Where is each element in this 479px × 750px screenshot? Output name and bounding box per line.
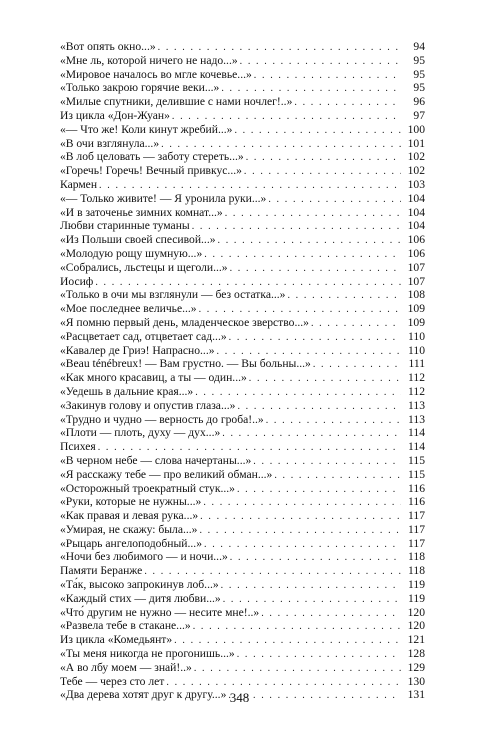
dot-leader xyxy=(313,358,401,372)
toc-entry-title: «Я расскажу тебе — про великий обман...» xyxy=(60,467,273,481)
toc-entry xyxy=(60,454,425,468)
toc-entry-page: 95 xyxy=(413,67,425,81)
toc-entry-page: 116 xyxy=(408,481,425,495)
toc-entry-title: «В черном небе — слова начертаны...» xyxy=(60,453,252,467)
toc-entry xyxy=(60,219,425,233)
toc-entry-title: Иосиф xyxy=(60,274,94,288)
dot-leader xyxy=(204,538,401,552)
toc-entry-page: 117 xyxy=(408,509,425,523)
dot-leader xyxy=(158,41,401,55)
toc-entry-title: «Мировое началось во мгле кочевье...» xyxy=(60,67,252,81)
toc-entry-page: 97 xyxy=(413,108,425,122)
toc-entry-page: 117 xyxy=(408,536,425,550)
toc-entry-title: «Расцветает сад, отцветает сад...» xyxy=(60,329,227,343)
toc-entry-title: «А во лбу моем — знай!..» xyxy=(60,660,192,674)
dot-leader xyxy=(172,110,401,124)
dot-leader xyxy=(199,524,401,538)
toc-entry-title: «Ночи без любимого — и ночи...» xyxy=(60,550,228,564)
toc-entry-page: 103 xyxy=(407,177,425,191)
toc-entry-page: 102 xyxy=(407,164,425,178)
toc-entry-title: Памяти Беранже xyxy=(60,564,143,578)
toc-entry xyxy=(60,509,425,523)
toc-entry xyxy=(60,150,425,164)
toc-entry xyxy=(60,178,425,192)
toc-entry xyxy=(60,247,425,261)
toc-entry-page: 130 xyxy=(407,674,425,688)
toc-entry-page: 109 xyxy=(407,302,425,316)
dot-leader xyxy=(274,469,401,483)
toc-entry xyxy=(60,550,425,564)
toc-entry-title: «Что́ другим не нужно — несите мне!..» xyxy=(60,605,260,619)
toc-entry-page: 121 xyxy=(407,633,425,647)
toc-entry-page: 106 xyxy=(407,246,425,260)
toc-entry xyxy=(60,482,425,496)
toc-entry-page: 113 xyxy=(408,398,425,412)
dot-leader xyxy=(99,179,401,193)
toc-entry-page: 110 xyxy=(408,329,425,343)
toc-entry-page: 109 xyxy=(407,315,425,329)
toc-entry-page: 107 xyxy=(407,260,425,274)
toc-entry-title: «Горечь! Горечь! Вечный привкус...» xyxy=(60,164,242,178)
toc-entry-page: 118 xyxy=(408,550,425,564)
toc-entry xyxy=(60,192,425,206)
dot-leader xyxy=(261,607,401,621)
dot-leader xyxy=(246,151,401,165)
dot-leader xyxy=(98,441,401,455)
toc-entry xyxy=(60,206,425,220)
toc-entry-title: «Beau ténébreux! — Вам грустно. — Вы больны...» xyxy=(60,357,311,371)
toc-entry xyxy=(60,123,425,137)
toc-entry xyxy=(60,523,425,537)
toc-entry-title: «Только в очи мы взглянули — без остатка...» xyxy=(60,288,286,302)
toc-entry xyxy=(60,344,425,358)
toc-entry-page: 106 xyxy=(407,233,425,247)
dot-leader xyxy=(161,138,401,152)
toc-entry-page: 110 xyxy=(408,343,425,357)
toc-entry-title: «Умирая, не скажу: была...» xyxy=(60,522,198,536)
toc-entry-page: 118 xyxy=(408,564,425,578)
dot-leader xyxy=(222,427,401,441)
toc-entry-title: «Как правая и левая рука...» xyxy=(60,509,199,523)
toc-entry xyxy=(60,537,425,551)
toc-entry-page: 114 xyxy=(408,440,425,454)
toc-entry-title: «Только закрою горячие веки...» xyxy=(60,81,220,95)
toc-entry xyxy=(60,316,425,330)
toc-entry-title: «Кавалер де Гриэ! Напрасно...» xyxy=(60,343,215,357)
toc-entry xyxy=(60,592,425,606)
toc-entry xyxy=(60,647,425,661)
toc-entry xyxy=(60,426,425,440)
dot-leader xyxy=(199,303,401,317)
toc-entry-page: 128 xyxy=(407,647,425,661)
toc-entry xyxy=(60,95,425,109)
toc-entry xyxy=(60,54,425,68)
toc-entry-title: «Осторожный троекратный стук...» xyxy=(60,481,235,495)
toc-entry-page: 119 xyxy=(408,591,425,605)
toc-entry-page: 113 xyxy=(408,412,425,426)
dot-leader xyxy=(204,248,401,262)
toc-entry-page: 95 xyxy=(413,81,425,95)
toc-entry-title: «Из Польши своей спесивой...» xyxy=(60,233,216,247)
dot-leader xyxy=(240,55,401,69)
dot-leader xyxy=(200,510,401,524)
toc-entry-page: 104 xyxy=(407,191,425,205)
toc-entry-title: «Два дерева хотят друг к другу...» xyxy=(60,688,227,702)
toc-entry-title: Из цикла «Комедьянт» xyxy=(60,633,173,647)
dot-leader xyxy=(218,234,401,248)
dot-leader xyxy=(311,317,401,331)
toc-entry xyxy=(60,302,425,316)
dot-leader xyxy=(95,276,401,290)
dot-leader xyxy=(229,331,401,345)
toc-entry-title: «Развела тебе в стакане...» xyxy=(60,619,191,633)
toc-entry xyxy=(60,330,425,344)
toc-entry xyxy=(60,261,425,275)
toc-entry-page: 131 xyxy=(407,688,425,702)
toc-entry-title: «Каждый стих — дитя любви...» xyxy=(60,591,221,605)
dot-leader xyxy=(254,69,401,83)
toc-entry-title: Психея xyxy=(60,440,96,454)
toc-entry-title: «Руки, которые не нужны...» xyxy=(60,495,202,509)
dot-leader xyxy=(195,386,401,400)
dot-leader xyxy=(268,193,401,207)
dot-leader xyxy=(294,96,401,110)
dot-leader xyxy=(237,648,401,662)
toc-entry-page: 112 xyxy=(408,371,425,385)
toc-entry xyxy=(60,440,425,454)
toc-entry-title: Из цикла «Дон-Жуан» xyxy=(60,108,170,122)
dot-leader xyxy=(230,262,401,276)
toc-entry-page: 117 xyxy=(408,522,425,536)
dot-leader xyxy=(223,593,401,607)
toc-entry xyxy=(60,275,425,289)
toc-entry-page: 108 xyxy=(407,288,425,302)
dot-leader xyxy=(234,124,401,138)
toc-entry-page: 96 xyxy=(413,95,425,109)
toc-entry-title: «В очи взглянула...» xyxy=(60,136,160,150)
dot-leader xyxy=(230,551,401,565)
toc-entry-title: Тебе — через сто лет xyxy=(60,674,165,688)
toc-entry xyxy=(60,357,425,371)
toc-entry xyxy=(60,81,425,95)
dot-leader xyxy=(221,579,401,593)
dot-leader xyxy=(203,496,401,510)
toc-list xyxy=(60,40,425,702)
toc-entry-page: 100 xyxy=(407,122,425,136)
dot-leader xyxy=(144,565,401,579)
toc-entry-title: «— Что же! Коли кинут жребий...» xyxy=(60,122,233,136)
toc-entry-page: 111 xyxy=(408,357,425,371)
toc-entry-page: 129 xyxy=(407,660,425,674)
toc-entry-page: 104 xyxy=(407,219,425,233)
toc-entry-page: 115 xyxy=(408,467,425,481)
toc-entry xyxy=(60,468,425,482)
toc-entry-title: «Плоти — плоть, духу — дух...» xyxy=(60,426,221,440)
toc-entry-page: 95 xyxy=(413,53,425,67)
toc-entry xyxy=(60,578,425,592)
toc-entry xyxy=(60,606,425,620)
toc-entry-title: «— Только живите! — Я уронила руки...» xyxy=(60,191,267,205)
toc-entry xyxy=(60,233,425,247)
toc-entry-page: 101 xyxy=(407,136,425,150)
dot-leader xyxy=(244,165,401,179)
toc-entry xyxy=(60,40,425,54)
toc-entry xyxy=(60,399,425,413)
toc-entry-page: 119 xyxy=(408,578,425,592)
toc-entry-page: 94 xyxy=(413,40,425,53)
table-of-contents-page xyxy=(60,40,425,702)
toc-entry-page: 120 xyxy=(407,619,425,633)
dot-leader xyxy=(193,620,401,634)
toc-entry-title: «Милые спутники, делившие с нами ночлег!..» xyxy=(60,95,293,109)
toc-entry-page: 104 xyxy=(407,205,425,219)
toc-entry xyxy=(60,137,425,151)
dot-leader xyxy=(249,372,401,386)
toc-entry-title: «Как много красавиц, а ты — один...» xyxy=(60,371,247,385)
toc-entry xyxy=(60,68,425,82)
toc-entry xyxy=(60,675,425,689)
dot-leader xyxy=(253,455,401,469)
dot-leader xyxy=(287,289,401,303)
toc-entry-title: «Закинув голову и опустив глаза...» xyxy=(60,398,236,412)
toc-entry xyxy=(60,413,425,427)
toc-entry xyxy=(60,661,425,675)
toc-entry-page: 120 xyxy=(407,605,425,619)
toc-entry-title: «Я помню первый день, младенческое зверство...» xyxy=(60,315,309,329)
toc-entry xyxy=(60,385,425,399)
dot-leader xyxy=(166,676,401,690)
toc-entry xyxy=(60,495,425,509)
toc-entry xyxy=(60,164,425,178)
toc-entry-title: «Мое последнее величье...» xyxy=(60,302,197,316)
toc-entry-title: «Ты меня никогда не прогонишь...» xyxy=(60,647,235,661)
toc-entry xyxy=(60,371,425,385)
toc-entry-title: «В лоб целовать — заботу стереть...» xyxy=(60,150,244,164)
toc-entry-title: «Та́к, высоко запрокинув лоб...» xyxy=(60,578,219,592)
toc-entry-title: «Рыцарь ангелоподобный...» xyxy=(60,536,203,550)
toc-entry-title: «Уедешь в дальние края...» xyxy=(60,384,194,398)
page-number: 348 xyxy=(229,690,250,705)
dot-leader xyxy=(192,220,401,234)
toc-entry-title: «И в заточенье зимних комнат...» xyxy=(60,205,223,219)
toc-entry-page: 107 xyxy=(407,274,425,288)
dot-leader xyxy=(237,483,401,497)
toc-entry-page: 102 xyxy=(407,150,425,164)
toc-entry-title: «Трудно и чудно — верность до гроба!..» xyxy=(60,412,264,426)
toc-entry xyxy=(60,619,425,633)
toc-entry-page: 116 xyxy=(408,495,425,509)
toc-entry-page: 114 xyxy=(408,426,425,440)
toc-entry-title: «Молодую рощу шумную...» xyxy=(60,246,203,260)
dot-leader xyxy=(266,414,401,428)
dot-leader xyxy=(221,82,401,96)
toc-entry xyxy=(60,109,425,123)
toc-entry-page: 115 xyxy=(408,453,425,467)
dot-leader xyxy=(225,207,401,221)
toc-entry-title: Кармен xyxy=(60,177,98,191)
toc-entry-page: 112 xyxy=(408,384,425,398)
toc-entry-title: «Мне ль, которой ничего не надо...» xyxy=(60,53,238,67)
toc-entry xyxy=(60,564,425,578)
dot-leader xyxy=(237,400,401,414)
toc-entry-title: «Собрались, льстецы и щеголи...» xyxy=(60,260,228,274)
toc-entry-title: Любви старинные туманы xyxy=(60,219,190,233)
dot-leader xyxy=(194,662,401,676)
dot-leader xyxy=(174,634,401,648)
toc-entry xyxy=(60,288,425,302)
toc-entry-title: «Вот опять окно...» xyxy=(60,40,156,53)
dot-leader xyxy=(217,345,401,359)
toc-entry xyxy=(60,633,425,647)
